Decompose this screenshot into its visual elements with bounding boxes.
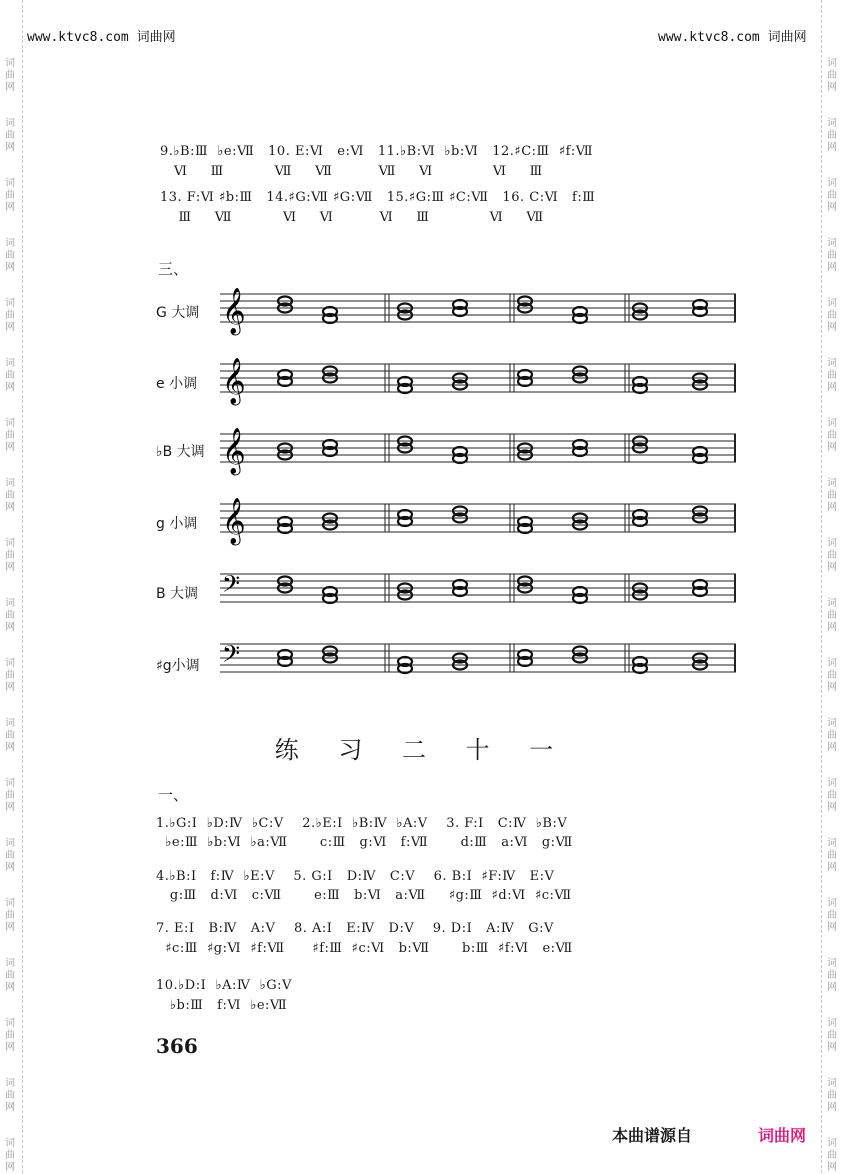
- side-watermark-glyph: 词 曲 网: [827, 898, 837, 933]
- exercise-row-4: g:Ⅲ d:Ⅵ c:Ⅶ e:Ⅲ b:Ⅵ a:Ⅶ ♯g:Ⅲ ♯d:Ⅵ ♯c:Ⅶ: [156, 888, 572, 903]
- side-watermark-glyph: 词 曲 网: [5, 898, 15, 933]
- key-label-gsharp-minor: ♯g小调: [156, 658, 200, 674]
- watermark-url-right: www.ktvc8.com 词曲网: [658, 30, 807, 45]
- left-watermark-strip: [0, 0, 23, 1173]
- side-watermark-glyph: 词 曲 网: [5, 838, 15, 873]
- side-watermark-glyph: 词 曲 网: [5, 658, 15, 693]
- side-watermark-glyph: 词 曲 网: [5, 718, 15, 753]
- side-watermark-glyph: 词 曲 网: [827, 478, 837, 513]
- side-watermark-glyph: 词 曲 网: [5, 478, 15, 513]
- side-watermark-glyph: 词 曲 网: [827, 58, 837, 93]
- side-watermark-glyph: 词 曲 网: [827, 238, 837, 273]
- side-watermark-glyph: 词 曲 网: [827, 118, 837, 153]
- exercise-row-3: 4.♭B:Ⅰ f:Ⅳ ♭E:Ⅴ 5. G:Ⅰ D:Ⅳ C:Ⅴ 6. B:Ⅰ ♯F:Ⅳ E:Ⅴ: [156, 869, 555, 884]
- side-watermark-glyph: 词 曲 网: [5, 118, 15, 153]
- analysis-row-3: 13. F:Ⅵ ♯b:Ⅲ 14.♯G:Ⅶ ♯G:Ⅶ 15.♯G:Ⅲ ♯C:Ⅶ 16. C:Ⅵ f:Ⅲ: [160, 190, 596, 205]
- analysis-row-1: 9.♭B:Ⅲ ♭e:Ⅶ 10. E:Ⅵ e:Ⅵ 11.♭B:Ⅵ ♭b:Ⅵ 12.♯C:Ⅲ ♯f:Ⅶ: [160, 144, 594, 159]
- section-one-label: 一、: [158, 786, 189, 804]
- exercise-row-7: 10.♭D:Ⅰ ♭A:Ⅳ ♭G:Ⅴ: [156, 978, 292, 993]
- side-watermark-glyph: 词 曲 网: [5, 358, 15, 393]
- treble-clef-icon: 𝄞: [222, 428, 246, 474]
- analysis-row-4: Ⅲ Ⅶ Ⅵ Ⅵ Ⅵ Ⅲ Ⅵ Ⅶ: [160, 210, 544, 225]
- right-watermark-strip: [821, 0, 844, 1173]
- exercise-title: 练 习 二 十 一: [274, 736, 570, 764]
- side-watermark-glyph: 词 曲 网: [5, 1138, 15, 1173]
- footer-source-text: 本曲谱源自: [612, 1126, 693, 1145]
- exercise-row-2: ♭e:Ⅲ ♭b:Ⅵ ♭a:Ⅶ c:Ⅲ g:Ⅵ f:Ⅶ d:Ⅲ a:Ⅵ g:Ⅶ: [156, 835, 573, 850]
- side-watermark-glyph: 词 曲 网: [5, 538, 15, 573]
- side-watermark-glyph: 词 曲 网: [5, 58, 15, 93]
- key-label-g-minor: g 小调: [156, 516, 198, 532]
- key-label-g-major: G 大调: [156, 305, 200, 321]
- exercise-row-8: ♭b:Ⅲ f:Ⅵ ♭e:Ⅶ: [156, 998, 288, 1013]
- side-watermark-glyph: 词 曲 网: [827, 598, 837, 633]
- key-label-b-major: B 大调: [156, 586, 199, 602]
- exercise-row-5: 7. E:Ⅰ B:Ⅳ A:Ⅴ 8. A:Ⅰ E:Ⅳ D:Ⅴ 9. D:Ⅰ A:Ⅳ G:Ⅴ: [156, 921, 554, 936]
- side-watermark-glyph: 词 曲 网: [5, 778, 15, 813]
- exercise-row-6: ♯c:Ⅲ ♯g:Ⅵ ♯f:Ⅶ ♯f:Ⅲ ♯c:Ⅵ b:Ⅶ b:Ⅲ ♯f:Ⅵ e:Ⅶ: [156, 941, 573, 956]
- side-watermark-glyph: 词 曲 网: [827, 178, 837, 213]
- side-watermark-glyph: 词 曲 网: [5, 418, 15, 453]
- treble-clef-icon: 𝄞: [222, 288, 246, 334]
- side-watermark-glyph: 词 曲 网: [827, 778, 837, 813]
- music-staves: [220, 280, 740, 700]
- exercise-row-1: 1.♭G:Ⅰ ♭D:Ⅳ ♭C:Ⅴ 2.♭E:Ⅰ ♭B:Ⅳ ♭A:Ⅴ 3. F:Ⅰ C:Ⅳ ♭B:Ⅴ: [156, 816, 568, 831]
- bass-clef-icon: 𝄢: [222, 570, 241, 603]
- side-watermark-glyph: 词 曲 网: [5, 1078, 15, 1113]
- side-watermark-glyph: 词 曲 网: [827, 418, 837, 453]
- side-watermark-glyph: 词 曲 网: [5, 238, 15, 273]
- page-number: 366: [156, 1034, 198, 1058]
- side-watermark-glyph: 词 曲 网: [827, 1018, 837, 1053]
- treble-clef-icon: 𝄞: [222, 358, 246, 404]
- side-watermark-glyph: 词 曲 网: [5, 958, 15, 993]
- side-watermark-glyph: 词 曲 网: [827, 538, 837, 573]
- side-watermark-glyph: 词 曲 网: [827, 1138, 837, 1173]
- side-watermark-glyph: 词 曲 网: [827, 958, 837, 993]
- bass-clef-icon: 𝄢: [222, 640, 241, 673]
- watermark-url-left: www.ktvc8.com 词曲网: [27, 30, 176, 45]
- side-watermark-glyph: 词 曲 网: [827, 298, 837, 333]
- side-watermark-glyph: 词 曲 网: [5, 298, 15, 333]
- side-watermark-glyph: 词 曲 网: [827, 658, 837, 693]
- key-label-e-minor: e 小调: [156, 376, 198, 392]
- section-three-label: 三、: [158, 260, 189, 278]
- side-watermark-glyph: 词 曲 网: [827, 838, 837, 873]
- footer-brand-logo: 词曲网: [758, 1126, 807, 1145]
- side-watermark-glyph: 词 曲 网: [5, 598, 15, 633]
- analysis-row-2: Ⅵ Ⅲ Ⅶ Ⅶ Ⅶ Ⅵ Ⅵ Ⅲ: [160, 164, 543, 179]
- treble-clef-icon: 𝄞: [222, 498, 246, 544]
- side-watermark-glyph: 词 曲 网: [827, 358, 837, 393]
- key-label-bflat-major: ♭B 大调: [156, 444, 205, 460]
- side-watermark-glyph: 词 曲 网: [827, 1078, 837, 1113]
- side-watermark-glyph: 词 曲 网: [827, 718, 837, 753]
- side-watermark-glyph: 词 曲 网: [5, 1018, 15, 1053]
- side-watermark-glyph: 词 曲 网: [5, 178, 15, 213]
